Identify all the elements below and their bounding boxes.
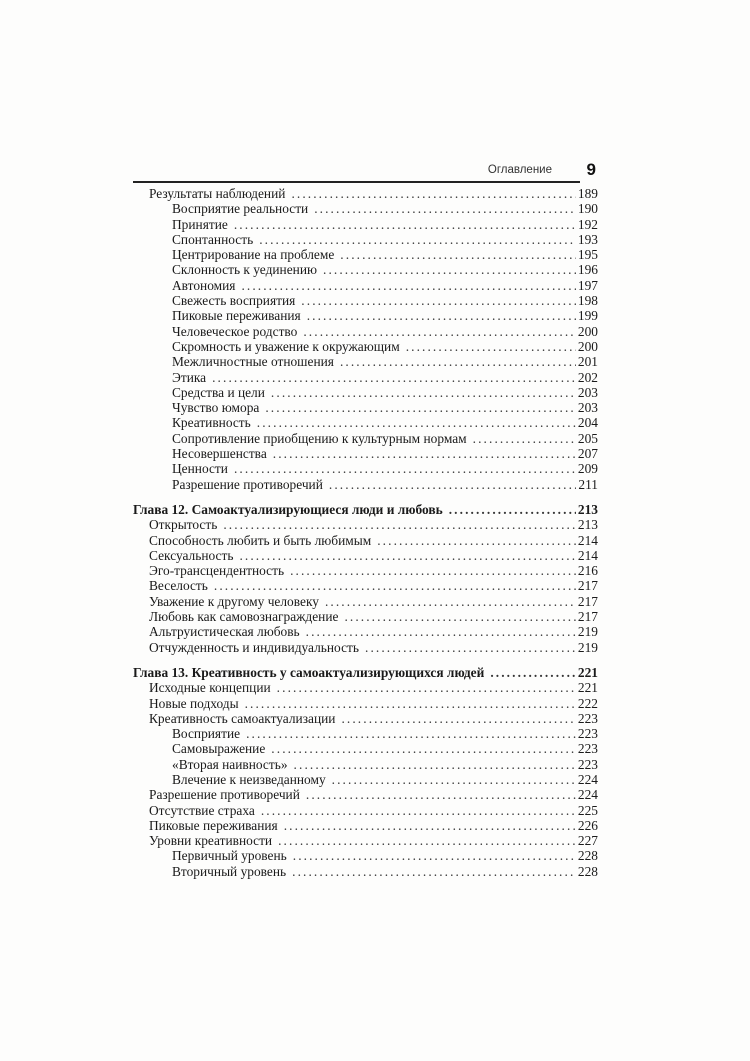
- toc-entry: [133, 818, 598, 833]
- toc-entry-title: Сексуальность: [149, 547, 234, 563]
- toc-entry-title: Открытость: [149, 517, 218, 533]
- toc-entry-title: Эго-трансцендентность: [149, 563, 285, 579]
- toc-dot-leader: [314, 201, 576, 216]
- toc-entry: [133, 232, 598, 247]
- toc-dot-leader: [301, 293, 576, 308]
- toc-entry: [133, 370, 598, 385]
- toc-entry-page-number: 221: [577, 664, 598, 680]
- toc-entry-page-number: 202: [577, 369, 598, 385]
- toc-entry-page-number: 200: [577, 323, 598, 339]
- toc-entry-title: Веселость: [149, 578, 208, 594]
- toc-entry-title: Ценности: [172, 461, 228, 477]
- toc-dot-leader: [340, 354, 576, 369]
- toc-entry: [133, 833, 598, 848]
- toc-entry-page-number: 199: [577, 308, 598, 324]
- toc-entry-title: Разрешение противоречий: [149, 787, 300, 803]
- toc-dot-leader: [329, 477, 577, 492]
- toc-dot-leader: [292, 864, 576, 879]
- toc-entry-title: Отсутствие страха: [149, 802, 255, 818]
- toc-entry-page-number: 192: [577, 216, 598, 232]
- toc-dot-leader: [344, 609, 575, 624]
- toc-entry: [133, 848, 598, 863]
- toc-dot-leader: [284, 818, 576, 833]
- toc-entry-title: Свежесть восприятия: [172, 293, 296, 309]
- toc-entry: [133, 400, 598, 415]
- header-page-number: 9: [586, 160, 596, 179]
- toc-dot-leader: [323, 262, 576, 277]
- toc-dot-leader: [246, 726, 576, 741]
- toc-entry-page-number: 204: [577, 415, 598, 431]
- toc-entry-title: Средства и цели: [172, 384, 265, 400]
- toc-dot-leader: [214, 578, 576, 593]
- toc-entry-page-number: 207: [577, 446, 598, 462]
- toc-entry-page-number: 222: [577, 695, 598, 711]
- toc-entry-title: Альтруистическая любовь: [149, 624, 300, 640]
- toc-entry-title: Влечение к неизведанному: [172, 771, 326, 787]
- toc-chapter-entry: [133, 502, 598, 517]
- toc-entry: [133, 548, 598, 563]
- toc-entry: [133, 431, 598, 446]
- toc-dot-leader: [245, 696, 576, 711]
- toc-entry-page-number: 197: [577, 277, 598, 293]
- toc-dot-leader: [271, 385, 576, 400]
- toc-entry-page-number: 228: [577, 863, 598, 879]
- toc-entry: [133, 461, 598, 476]
- toc-entry-page-number: 198: [577, 293, 598, 309]
- toc-entry-page-number: 217: [577, 609, 598, 625]
- toc-entry: [133, 864, 598, 879]
- toc-entry: [133, 787, 598, 802]
- toc-entry: [133, 578, 598, 593]
- toc-entry-title: Уважение к другому человеку: [149, 593, 319, 609]
- toc-entry: [133, 293, 598, 308]
- toc-entry-page-number: 195: [577, 247, 598, 263]
- toc-entry: [133, 772, 598, 787]
- toc-entry-title: Любовь как самовознаграждение: [149, 609, 339, 625]
- toc-dot-leader: [303, 324, 576, 339]
- toc-dot-leader: [278, 833, 576, 848]
- toc-entry: [133, 339, 598, 354]
- toc-entry-page-number: 190: [577, 201, 598, 217]
- toc-entry: [133, 278, 598, 293]
- toc-dot-leader: [340, 247, 576, 262]
- toc-entry-title: Способность любить и быть любимым: [149, 532, 372, 548]
- toc-entry-page-number: 217: [577, 578, 598, 594]
- toc-entry-page-number: 224: [577, 771, 598, 787]
- toc-entry: [133, 217, 598, 232]
- toc-entry-title: Исходные концепции: [149, 680, 271, 696]
- running-header: [133, 160, 598, 182]
- toc-entry-page-number: 201: [577, 354, 598, 370]
- toc-entry-page-number: 221: [577, 680, 598, 696]
- toc-dot-leader: [294, 757, 576, 772]
- toc-entry-title: Пиковые переживания: [149, 817, 278, 833]
- toc-entry-page-number: 225: [577, 802, 598, 818]
- toc-entry-page-number: 227: [577, 833, 598, 849]
- toc-entry-page-number: 219: [577, 624, 598, 640]
- toc-entry-page-number: 214: [577, 532, 598, 548]
- toc-entry-title: Разрешение противоречий: [172, 476, 323, 492]
- toc-dot-leader: [341, 711, 575, 726]
- toc-entry: [133, 324, 598, 339]
- toc-dot-leader: [490, 665, 576, 680]
- toc-dot-leader: [277, 680, 576, 695]
- toc-entry-page-number: 213: [577, 517, 598, 533]
- toc-entry: [133, 741, 598, 756]
- toc-dot-leader: [241, 278, 575, 293]
- toc-entry: [133, 696, 598, 711]
- toc-entry: [133, 711, 598, 726]
- table-of-contents: [133, 186, 598, 879]
- toc-dot-leader: [291, 186, 575, 201]
- toc-dot-leader: [261, 803, 576, 818]
- toc-entry-page-number: 209: [577, 461, 598, 477]
- toc-entry: [133, 533, 598, 548]
- toc-entry-title: Самовыражение: [172, 741, 266, 757]
- toc-entry-title: Пиковые переживания: [172, 308, 301, 324]
- toc-dot-leader: [234, 217, 576, 232]
- toc-entry-title: Склонность к уединению: [172, 262, 317, 278]
- header-rule-divider: [133, 181, 580, 183]
- toc-entry: [133, 726, 598, 741]
- toc-entry-title: Новые подходы: [149, 695, 239, 711]
- toc-entry: [133, 609, 598, 624]
- toc-entry-page-number: 228: [577, 848, 598, 864]
- toc-entry-title: Человеческое родство: [172, 323, 298, 339]
- toc-dot-leader: [307, 308, 576, 323]
- toc-dot-leader: [273, 446, 576, 461]
- toc-entry: [133, 247, 598, 262]
- toc-entry-page-number: 216: [577, 563, 598, 579]
- toc-entry-page-number: 223: [577, 741, 598, 757]
- toc-entry-page-number: 223: [577, 756, 598, 772]
- toc-dot-leader: [377, 533, 576, 548]
- toc-dot-leader: [306, 787, 576, 802]
- toc-entry-page-number: 193: [577, 231, 598, 247]
- toc-entry-page-number: 200: [577, 338, 598, 354]
- toc-entry-page-number: 196: [577, 262, 598, 278]
- toc-dot-leader: [259, 232, 576, 247]
- toc-entry: [133, 415, 598, 430]
- toc-dot-leader: [325, 594, 576, 609]
- toc-entry: [133, 446, 598, 461]
- toc-dot-leader: [212, 370, 576, 385]
- toc-entry-title: Межличностные отношения: [172, 354, 334, 370]
- toc-entry-page-number: 189: [577, 186, 598, 201]
- toc-entry-title: Креативность самоактуализации: [149, 710, 336, 726]
- toc-entry-page-number: 214: [577, 547, 598, 563]
- toc-entry: [133, 201, 598, 216]
- toc-chapter-entry: [133, 665, 598, 680]
- toc-dot-leader: [473, 431, 576, 446]
- toc-entry: [133, 262, 598, 277]
- toc-dot-leader: [265, 400, 576, 415]
- toc-entry-page-number: 223: [577, 726, 598, 742]
- toc-entry-page-number: 224: [577, 787, 598, 803]
- toc-entry-title: Восприятие реальности: [172, 201, 309, 217]
- toc-entry-title: Несовершенства: [172, 446, 267, 462]
- toc-entry-title: Принятие: [172, 216, 228, 232]
- toc-dot-leader: [234, 461, 576, 476]
- toc-dot-leader: [257, 415, 576, 430]
- toc-entry-page-number: 203: [577, 384, 598, 400]
- toc-dot-leader: [290, 563, 576, 578]
- toc-dot-leader: [406, 339, 576, 354]
- toc-entry: [133, 563, 598, 578]
- toc-entry-title: Центрирование на проблеме: [172, 247, 335, 263]
- toc-entry-title: Вторичный уровень: [172, 863, 287, 879]
- toc-entry: [133, 624, 598, 639]
- header-section-title: Оглавление: [487, 164, 552, 176]
- toc-entry: [133, 385, 598, 400]
- toc-entry-page-number: 226: [577, 817, 598, 833]
- toc-entry-title: Автономия: [172, 277, 236, 293]
- toc-dot-leader: [365, 640, 576, 655]
- toc-dot-leader: [271, 741, 576, 756]
- toc-entry-page-number: 219: [577, 639, 598, 655]
- toc-entry: [133, 803, 598, 818]
- toc-entry-page-number: 223: [577, 710, 598, 726]
- toc-entry-title: «Вторая наивность»: [172, 756, 288, 772]
- toc-entry: [133, 594, 598, 609]
- toc-entry-title: Глава 12. Самоактуализирующиеся люди и любовь: [133, 501, 443, 517]
- toc-entry: [133, 640, 598, 655]
- toc-entry-page-number: 213: [577, 501, 598, 517]
- toc-dot-leader: [332, 772, 576, 787]
- toc-dot-leader: [223, 517, 576, 532]
- toc-entry-page-number: 203: [577, 400, 598, 416]
- toc-entry: [133, 308, 598, 323]
- toc-dot-leader: [239, 548, 575, 563]
- toc-entry-title: Скромность и уважение к окружающим: [172, 338, 400, 354]
- toc-entry: [133, 757, 598, 772]
- toc-dot-leader: [449, 502, 576, 517]
- toc-entry-title: Результаты наблюдений: [149, 186, 286, 201]
- toc-entry: [133, 517, 598, 532]
- toc-entry: [133, 477, 598, 492]
- toc-dot-leader: [306, 624, 576, 639]
- toc-entry-title: Восприятие: [172, 726, 241, 742]
- toc-entry-title: Креативность: [172, 415, 251, 431]
- toc-entry-page-number: 217: [577, 593, 598, 609]
- toc-entry-page-number: 211: [578, 476, 598, 492]
- toc-entry: [133, 186, 598, 201]
- toc-entry: [133, 680, 598, 695]
- toc-entry: [133, 354, 598, 369]
- toc-entry-title: Этика: [172, 369, 207, 385]
- toc-entry-page-number: 205: [577, 430, 598, 446]
- toc-entry-title: Уровни креативности: [149, 833, 273, 849]
- toc-entry-title: Спонтанность: [172, 231, 254, 247]
- toc-entry-title: Сопротивление приобщению к культурным нормам: [172, 430, 467, 446]
- toc-entry-title: Глава 13. Креативность у самоактуализирующихся людей: [133, 664, 485, 680]
- toc-entry-title: Первичный уровень: [172, 848, 287, 864]
- toc-entry-title: Чувство юмора: [172, 400, 260, 416]
- toc-entry-title: Отчужденность и индивидуальность: [149, 639, 359, 655]
- toc-dot-leader: [293, 848, 576, 863]
